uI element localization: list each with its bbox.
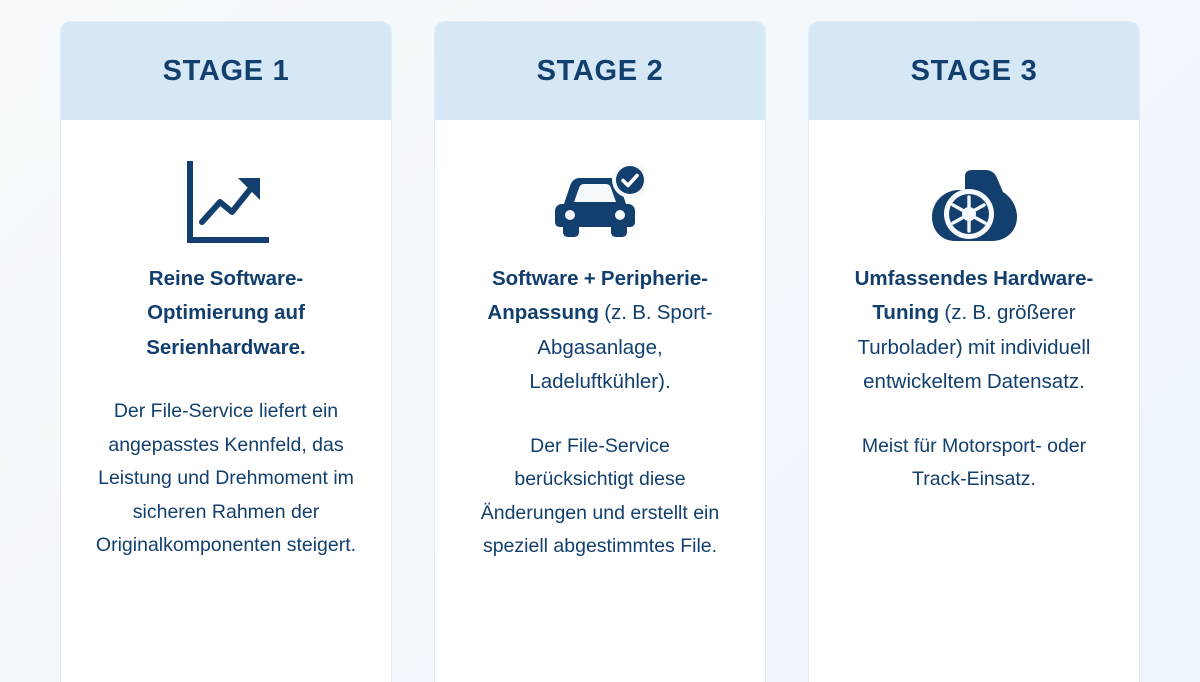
stage-card-2-header (435, 22, 765, 120)
stage-card-3-title: STAGE 3 (910, 54, 1038, 87)
car-check-icon (548, 156, 652, 248)
stage-card-2-headline-bold: Software + Peripherie-Anpassung (487, 267, 709, 325)
stage-card-3-headline (843, 262, 1105, 400)
stage-card-3-headline-bold: Umfassendes Hardware-Tuning (854, 267, 1094, 325)
stage-card-2-paragraph: Der File-Service berücksichtigt diese Änderungen und erstellt ein speziell abgestimmtes File. (480, 434, 720, 558)
stage-card-2-title: STAGE 2 (536, 54, 664, 87)
stage-card-2-headline-note: (z. B. Sport-Abgasanlage, Ladeluftkühler). (529, 301, 713, 394)
stage-card-2 (435, 22, 765, 682)
stage-card-1 (61, 22, 391, 682)
stage-card-3-body (809, 248, 1139, 497)
stage-card-1-headline: Reine Software-Optimierung auf Serienhardware. (146, 267, 306, 359)
stage-card-2-headline (469, 262, 731, 400)
stage-card-2-body (435, 248, 765, 564)
stage-card-1-paragraph: Der File-Service liefert ein angepasstes Kennfeld, das Leistung und Drehmoment im sicheren Rahmen der Originalkomponenten steigert. (95, 400, 357, 557)
stage-card-3-header (809, 22, 1139, 120)
stage-card-3-paragraph: Meist für Motorsport- oder Track-Einsatz. (861, 434, 1087, 491)
stage-card-1-title: STAGE 1 (162, 54, 290, 87)
stage-card-3 (809, 22, 1139, 682)
stage-card-1-header (61, 22, 391, 120)
turbocharger-icon (925, 156, 1023, 248)
stage-card-1-body (61, 248, 391, 563)
chart-trend-up-icon (180, 156, 272, 248)
stage-card-3-headline-note: (z. B. größerer Turbolader) mit individuell entwickeltem Datensatz. (857, 301, 1091, 394)
